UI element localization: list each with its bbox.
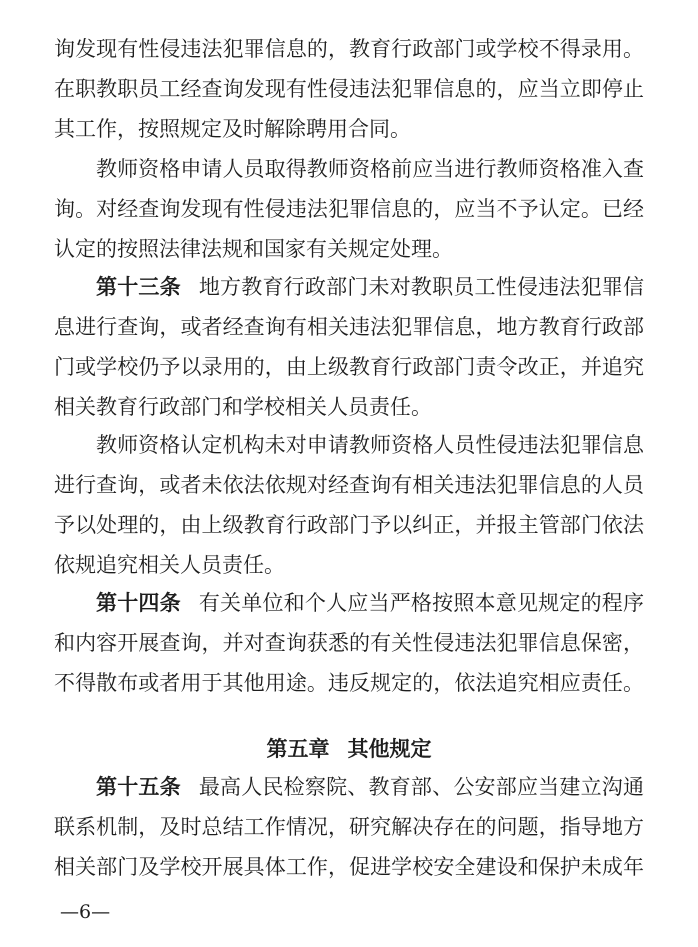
text-line: 依规追究相关人员责任。 (54, 553, 285, 577)
text-line: 有关单位和个人应当严格按照本意见规定的程序 (198, 591, 644, 615)
article-14-label: 第十四条 (96, 591, 181, 615)
text-line: 息进行查询，或者经查询有相关违法犯罪信息，地方教育行政部 (54, 315, 644, 339)
text-line: 教师资格申请人员取得教师资格前应当进行教师资格准入查 (96, 157, 644, 181)
chapter-heading (0, 734, 698, 764)
text-line: 教师资格认定机构未对申请教师资格人员性侵违法犯罪信息 (96, 433, 644, 457)
text-line: 最高人民检察院、教育部、公安部应当建立沟通 (198, 775, 644, 799)
article-14-first-line (96, 588, 644, 618)
article-15-label: 第十五条 (96, 775, 181, 799)
text-line: 门或学校仍予以录用的，由上级教育行政部门责令改正，并追究 (54, 355, 644, 379)
text-line: 地方教育行政部门未对教职员工性侵违法犯罪信 (198, 275, 644, 299)
article-13-label: 第十三条 (96, 275, 181, 299)
text-line: 进行查询，或者未依法依规对经查询有相关违法犯罪信息的人员 (54, 473, 644, 497)
text-line: 询。对经查询发现有性侵违法犯罪信息的，应当不予认定。已经 (54, 197, 644, 221)
text-line: 联系机制，及时总结工作情况，研究解决存在的问题，指导地方 (54, 815, 644, 839)
text-line: 其工作，按照规定及时解除聘用合同。 (54, 117, 411, 141)
article-13-first-line (96, 272, 644, 302)
text-line: 和内容开展查询，并对查询获悉的有关性侵违法犯罪信息保密， (54, 631, 644, 655)
text-line: 予以处理的，由上级教育行政部门予以纠正，并报主管部门依法 (54, 513, 644, 537)
text-line: 询发现有性侵违法犯罪信息的，教育行政部门或学校不得录用。 (54, 37, 644, 61)
chapter-number: 第五章 (266, 737, 330, 761)
page-number: —6— (60, 901, 111, 923)
article-15-first-line (96, 772, 644, 802)
text-line: 认定的按照法律法规和国家有关规定处理。 (54, 237, 453, 261)
text-line: 在职教职员工经查询发现有性侵违法犯罪信息的，应当立即停止 (54, 77, 644, 101)
chapter-title: 其他规定 (347, 737, 432, 761)
text-line: 不得散布或者用于其他用途。违反规定的，依法追究相应责任。 (54, 671, 644, 695)
text-line: 相关部门及学校开展具体工作，促进学校安全建设和保护未成年 (54, 855, 644, 879)
text-line: 相关教育行政部门和学校相关人员责任。 (54, 395, 432, 419)
